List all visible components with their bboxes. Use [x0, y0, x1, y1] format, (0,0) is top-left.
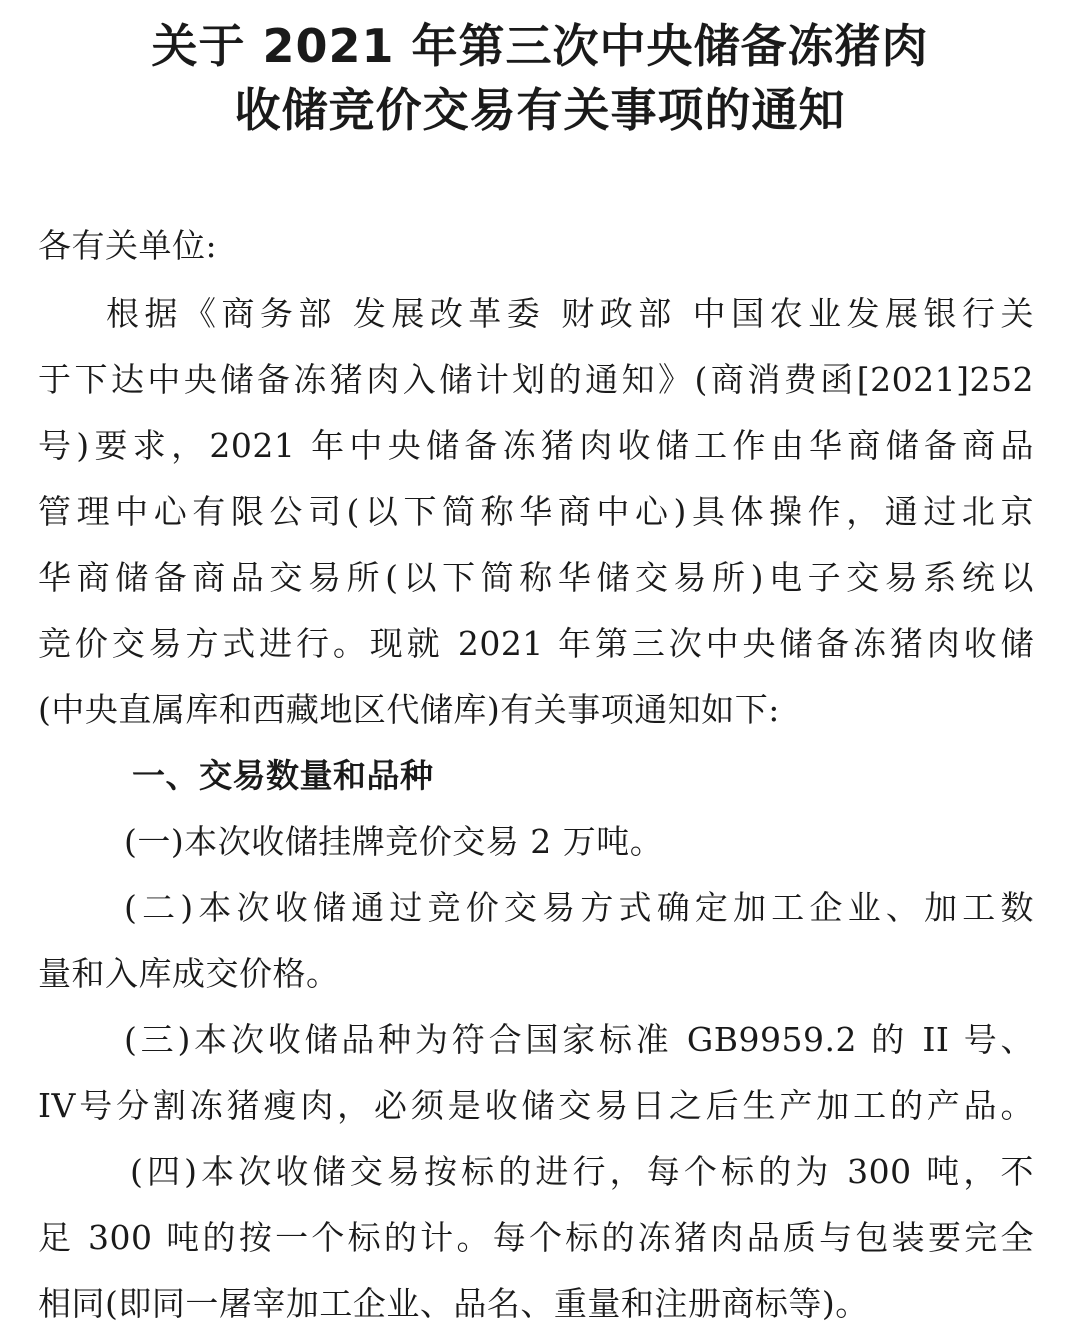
paragraph-line: (二)本次收储通过竞价交易方式确定加工企业、加工数: [124, 888, 1034, 927]
salutation: 各有关单位:: [38, 226, 218, 265]
paragraph-line: 竞价交易方式进行。现就 2021 年第三次中央储备冻猪肉收储: [38, 624, 1034, 663]
paragraph-line: (三)本次收储品种为符合国家标准 GB9959.2 的 II 号、: [124, 1020, 1034, 1059]
paragraph-line: (中央直属库和西藏地区代储库)有关事项通知如下:: [38, 690, 780, 729]
paragraph-line: 根据《商务部 发展改革委 财政部 中国农业发展银行关: [106, 294, 1034, 333]
paragraph-line: 相同(即同一屠宰加工企业、品名、重量和注册商标等)。: [38, 1284, 869, 1323]
section-heading: 一、交易数量和品种: [132, 756, 434, 795]
document-title-line-2: 收储竞价交易有关事项的通知: [234, 83, 846, 137]
paragraph-line: (一)本次收储挂牌竞价交易 2 万吨。: [124, 822, 664, 861]
document-title-line-1: 关于 2021 年第三次中央储备冻猪肉: [151, 19, 929, 73]
paragraph-line: 华商储备商品交易所(以下简称华储交易所)电子交易系统以: [38, 558, 1034, 597]
paragraph-line: (四)本次收储交易按标的进行，每个标的为 300 吨，不: [130, 1152, 1034, 1191]
paragraph-line: 管理中心有限公司(以下简称华商中心)具体操作，通过北京: [38, 492, 1034, 531]
paragraph-line: IV号分割冻猪瘦肉，必须是收储交易日之后生产加工的产品。: [38, 1086, 1034, 1125]
paragraph-line: 于下达中央储备冻猪肉入储计划的通知》(商消费函[2021]252: [38, 360, 1034, 399]
paragraph-line: 足 300 吨的按一个标的计。每个标的冻猪肉品质与包装要完全: [38, 1218, 1034, 1257]
paragraph-line: 号)要求，2021 年中央储备冻猪肉收储工作由华商储备商品: [38, 426, 1034, 465]
paragraph-line: 量和入库成交价格。: [38, 954, 340, 993]
